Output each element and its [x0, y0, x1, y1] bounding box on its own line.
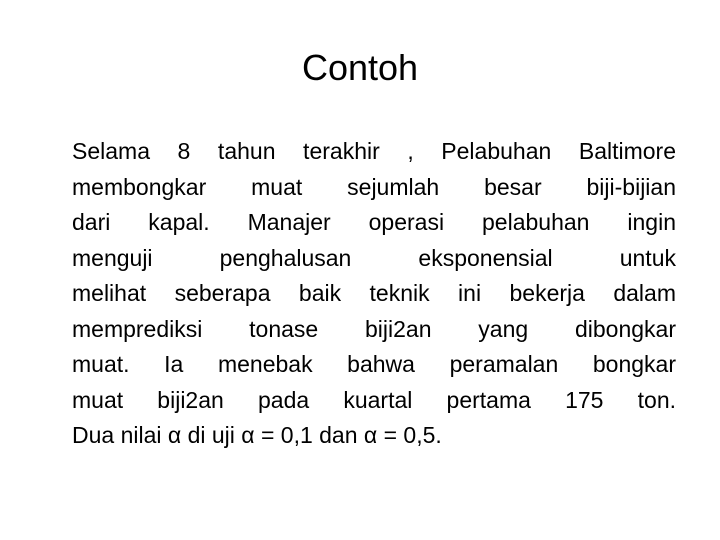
paragraph-line: muat biji2an pada kuartal pertama 175 ton. [72, 386, 676, 413]
slide-body-paragraph [72, 134, 676, 454]
paragraph-line: membongkar muat sejumlah besar biji-bijian [72, 173, 676, 200]
paragraph-line: Dua nilai α di uji α = 0,1 dan α = 0,5. [72, 422, 442, 448]
slide-title: Contoh [301, 47, 419, 88]
paragraph-line: dari kapal. Manajer operasi pelabuhan ingin [72, 209, 676, 235]
paragraph-line: muat. Ia menebak bahwa peramalan bongkar [72, 351, 676, 377]
paragraph-line: melihat seberapa baik teknik ini bekerja dalam [72, 280, 676, 306]
paragraph-line: menguji penghalusan eksponensial untuk [72, 244, 676, 271]
paragraph-line: Selama 8 tahun terakhir , Pelabuhan Baltimore [72, 138, 676, 164]
paragraph-line: memprediksi tonase biji2an yang dibongkar [72, 315, 676, 342]
